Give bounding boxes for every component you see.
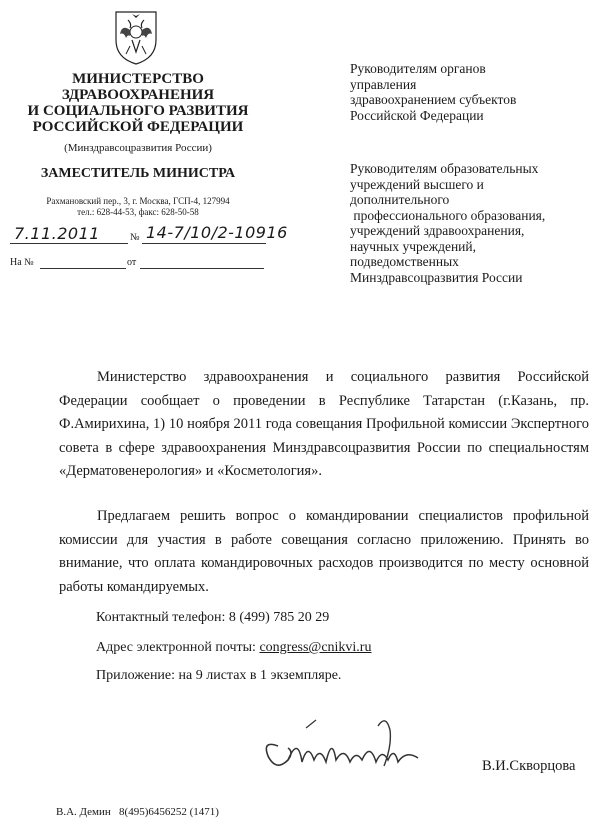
attachment-note: Приложение: на 9 листах в 1 экземпляре. <box>96 668 342 683</box>
reply-date-underline <box>140 268 264 269</box>
email-link[interactable]: congress@cnikvi.ru <box>259 640 372 655</box>
reply-from-label: от <box>127 257 137 268</box>
recipient-block <box>350 161 590 285</box>
executor-info: В.А. Демин 8(495)6456252 (1471) <box>56 806 219 818</box>
recipient-line: учреждений здравоохранения, <box>350 223 525 238</box>
recipient-line: Руководителям образовательных <box>350 161 539 176</box>
recipient-line: профессионального образования, <box>350 207 546 223</box>
reply-label: На № <box>10 257 34 268</box>
ministry-short-name: (Минздравсоцразвития России) <box>64 142 212 154</box>
recipient-line: Руководителям органов <box>350 61 486 76</box>
signer-name: В.И.Скворцова <box>482 758 576 774</box>
position-title: ЗАМЕСТИТЕЛЬ МИНИСТРА <box>40 166 236 181</box>
body-paragraph: Министерство здравоохранения и социального развития Российской Федерации сообщает о проведении в Республике Татарстан (г.Казань, пр. Ф.Амирихина, 1) 10 ноября 2011 года совещания Профильной комиссии Экспертного совета в сфере здравоохранения Минздравсоцразвития России по специальностям «Дерматовенерология» и «Косметология». <box>59 369 589 479</box>
number-label: № <box>130 232 140 243</box>
reply-number-underline <box>40 268 126 269</box>
recipient-line: Минздравсоцразвития России <box>350 269 523 285</box>
recipient-line: учреждений высшего и <box>350 176 484 192</box>
date-underline <box>10 243 128 244</box>
ministry-name-line: И СОЦИАЛЬНОГО РАЗВИТИЯ <box>27 103 249 119</box>
number-underline <box>142 243 266 244</box>
recipient-line: управления <box>350 76 417 92</box>
coat-of-arms-emblem <box>112 6 160 66</box>
ministry-name-line: РОССИЙСКОЙ ФЕДЕРАЦИИ <box>32 119 244 135</box>
handwritten-date: 7.11.2011 <box>14 224 100 243</box>
contact-phone: Контактный телефон: 8 (499) 785 20 29 <box>96 610 330 625</box>
address-line: Рахмановский пер., 3, г. Москва, ГСП-4, 127994 <box>46 196 230 206</box>
handwritten-number: 14-7/10/2-10916 <box>146 223 288 242</box>
recipient-line: Российской Федерации <box>350 107 484 123</box>
ministry-name-line: ЗДРАВООХРАНЕНИЯ <box>61 87 215 103</box>
recipient-line: научных учреждений, <box>350 238 477 254</box>
contact-line: тел.: 628-44-53, факс: 628-50-58 <box>77 207 199 217</box>
ministry-name-line: МИНИСТЕРСТВО <box>72 71 204 87</box>
contact-email-line <box>96 640 371 656</box>
recipient-line: подведомственных <box>350 254 459 269</box>
handwritten-signature <box>258 706 426 786</box>
recipient-line: дополнительного <box>350 192 450 207</box>
recipient-line: здравоохранением субъектов <box>350 92 517 107</box>
recipient-block <box>350 61 590 123</box>
body-paragraph: Предлагаем решить вопрос о командировании специалистов профильной комиссии для участия в работе совещания согласно приложению. Принять во внимание, что оплата командировочных расходов производится по месту основной работы командируемых. <box>59 508 589 595</box>
email-label: Адрес электронной почты: <box>96 640 256 655</box>
